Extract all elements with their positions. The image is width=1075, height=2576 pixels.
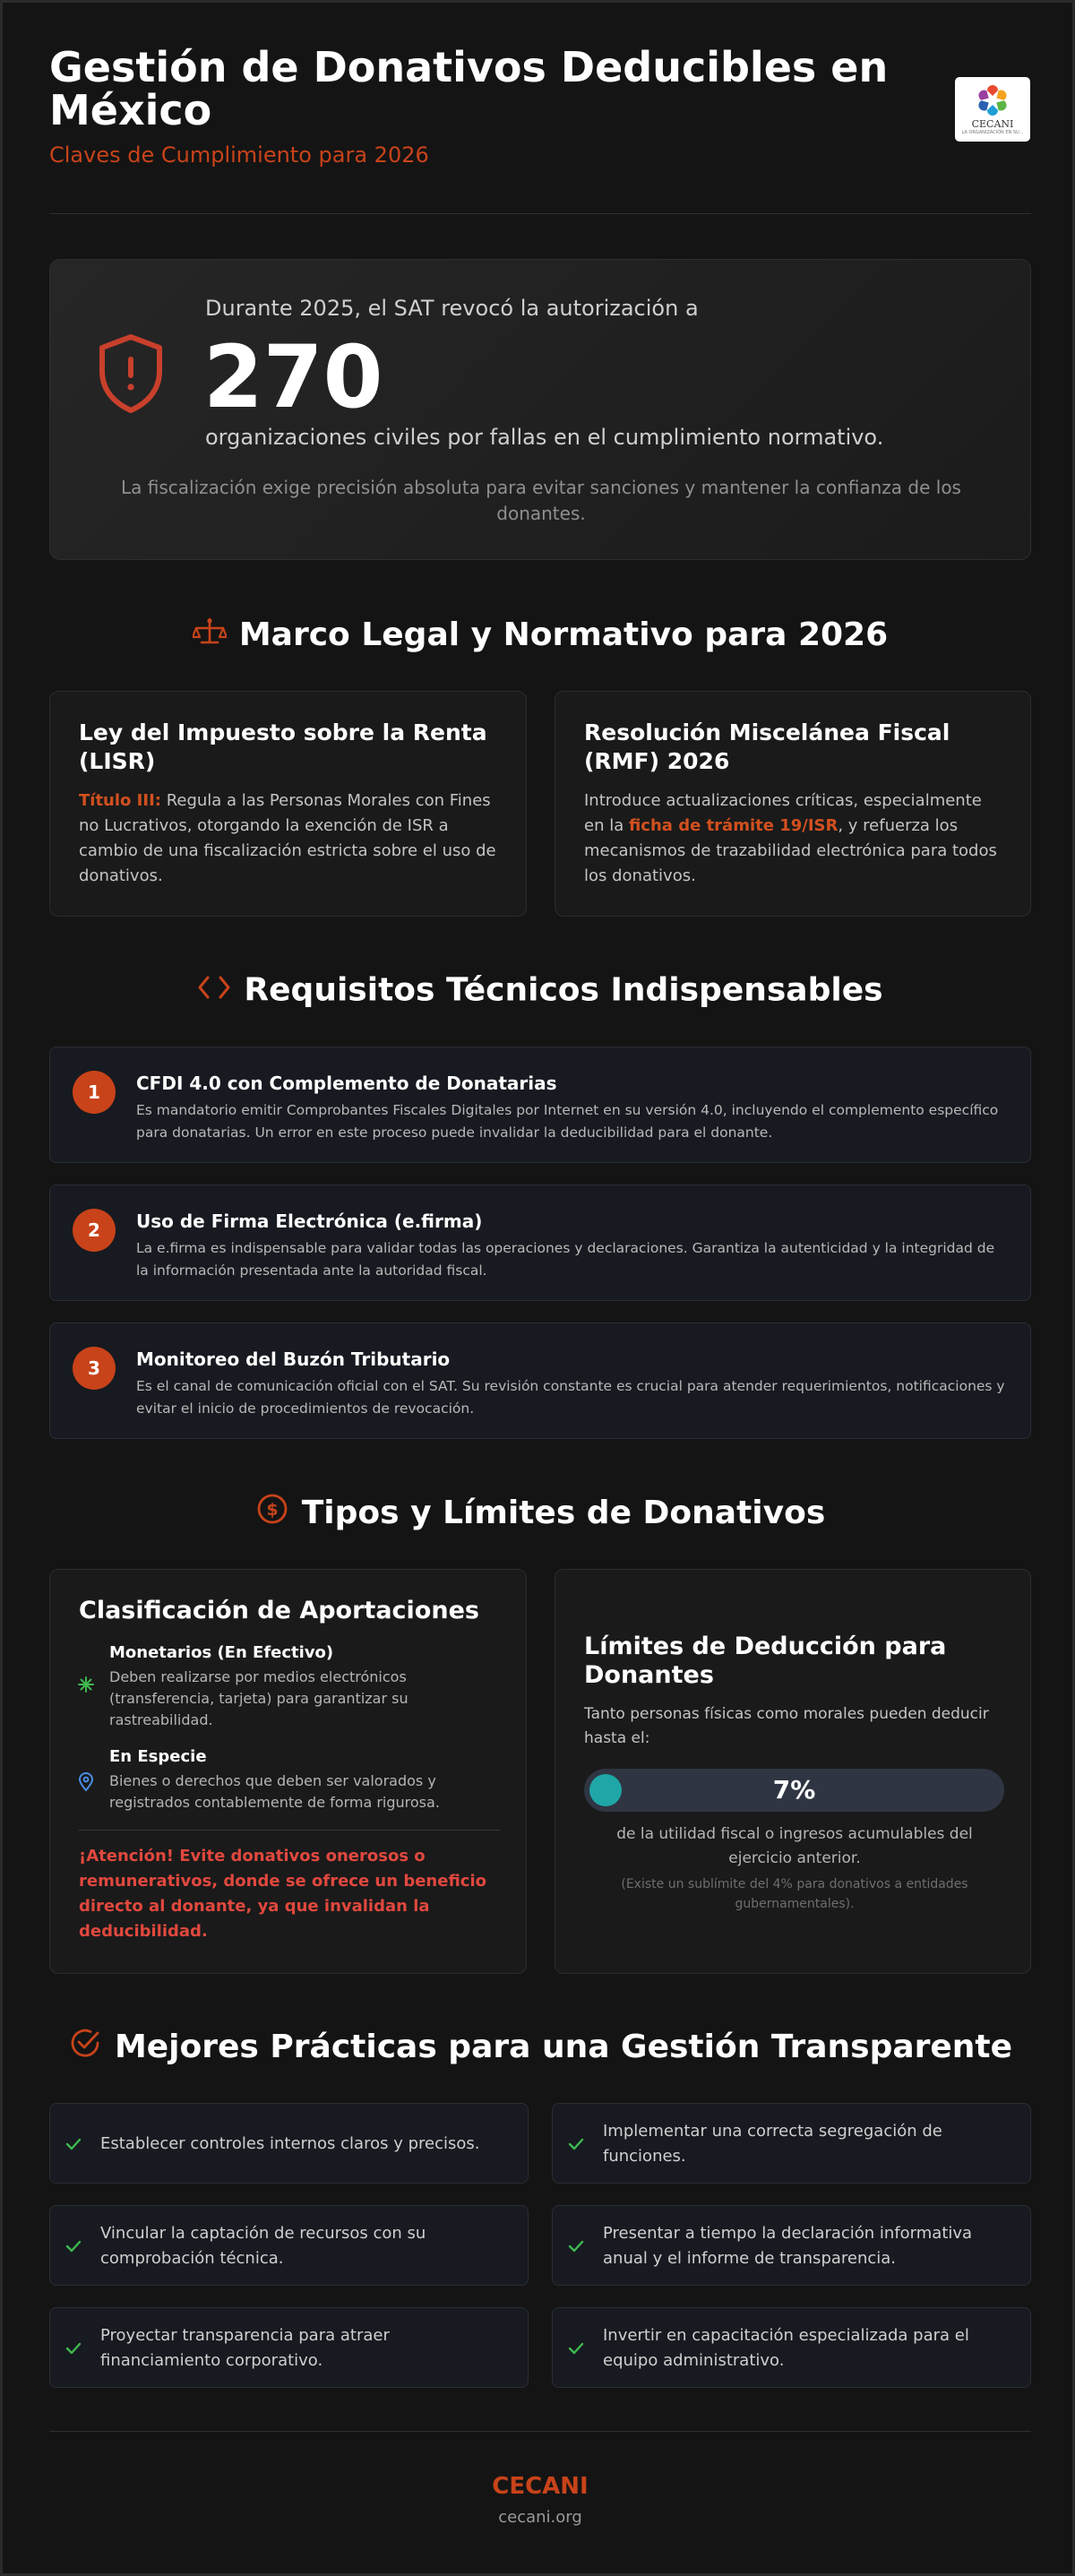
limits-intro: Tanto personas físicas como morales pueden deducir hasta el: [584, 1705, 989, 1747]
monetary-title: Monetarios (En Efectivo) [109, 1643, 334, 1662]
hero-intro: Durante 2025, el SAT revocó la autorización a [205, 296, 699, 321]
rmf-body-before: Introduce actualizaciones críticas, especialmente en la [584, 791, 982, 835]
practice-text: Vincular la captación de recursos con su comprobación técnica. [100, 2224, 426, 2268]
sparkle-icon [77, 1676, 95, 1697]
requirement-title: CFDI 4.0 con Complemento de Donatarias [136, 1073, 557, 1094]
limits-title: Límites de Deducción para Donantes [584, 1633, 947, 1689]
practice-item [49, 2205, 529, 2286]
requirement-item [49, 1185, 1031, 1301]
check-icon [64, 2237, 82, 2259]
requirement-text: Es mandatorio emitir Comprobantes Fiscales Digitales por Internet en su versión 4.0, incluyendo el complemento específico para donatarias. Un error en este proceso puede invalidar la deducibilidad para el donante. [136, 1102, 999, 1141]
logo-subtext: LA ORGANIZACIÓN EN SU... [961, 130, 1024, 135]
classification-card [49, 1569, 527, 1974]
hero-number: 270 [203, 327, 383, 427]
practice-item [552, 2205, 1031, 2286]
logo-text: CECANI [971, 118, 1014, 130]
lisr-card-title: Ley del Impuesto sobre la Renta (LISR) [79, 719, 487, 774]
limits-card [555, 1569, 1031, 1974]
check-icon [567, 2339, 585, 2361]
practice-item [49, 2103, 529, 2184]
hero-stat-card [49, 259, 1031, 560]
deduction-limit-bar [584, 1769, 1004, 1812]
limits-description: de la utilidad fiscal o ingresos acumulables del ejercicio anterior. [616, 1825, 973, 1867]
scale-icon [193, 614, 227, 656]
requirements-section-label: Requisitos Técnicos Indispensables [244, 971, 883, 1009]
monetary-text: Deben realizarse por medios electrónicos (transferencia, tarjeta) para garantizar su rastreabilidad. [109, 1668, 408, 1728]
warning-text: ¡Atención! Evite donativos onerosos o remunerativos, donde se ofrece un beneficio directo al donante, ya que invalidan la deducibilidad. [79, 1847, 486, 1941]
check-circle-icon [68, 2026, 102, 2068]
requirement-item [49, 1322, 1031, 1439]
in-kind-text: Bienes o derechos que deben ser valorados y registrados contablemente de forma rigurosa. [109, 1772, 440, 1811]
requirement-number: 3 [73, 1347, 116, 1390]
page-subtitle: Claves de Cumplimiento para 2026 [49, 142, 429, 168]
requirement-title: Monitoreo del Buzón Tributario [136, 1348, 451, 1370]
lisr-body: Regula a las Personas Morales con Fines no Lucrativos, otorgando la exención de ISR a cambio de una fiscalización estricta sobre el uso de donativos. [79, 791, 496, 885]
rmf-highlight: ficha de trámite 19/ISR [628, 816, 838, 835]
lisr-card [49, 691, 527, 917]
requirements-section-title [49, 970, 1031, 1009]
classification-divider [79, 1830, 500, 1831]
footer-divider [49, 2431, 1031, 2432]
practice-text: Invertir en capacitación especializada para el equipo administrativo. [603, 2326, 969, 2370]
practice-text: Establecer controles internos claros y precisos. [100, 2134, 480, 2153]
logo-mark-icon [955, 77, 1030, 118]
practices-section-label: Mejores Prácticas para una Gestión Transparente [114, 2029, 1013, 2065]
check-icon [567, 2237, 585, 2259]
rmf-card-title: Resolución Miscelánea Fiscal (RMF) 2026 [584, 719, 950, 774]
check-icon [64, 2135, 82, 2157]
legal-section-title [49, 614, 1031, 656]
requirement-text: La e.firma es indispensable para validar todas las operaciones y declaraciones. Garantiza la autenticidad y la integridad de la información presentada ante la autoridad fiscal. [136, 1240, 995, 1279]
page-title: Gestión de Donativos Deducibles en México [49, 43, 889, 134]
footer-link[interactable]: cecani.org [498, 2508, 582, 2527]
code-icon [197, 972, 231, 1009]
check-icon [64, 2339, 82, 2361]
cecani-logo[interactable] [955, 77, 1030, 142]
practice-text: Presentar a tiempo la declaración informativa anual y el informe de transparencia. [603, 2224, 973, 2268]
requirement-item [49, 1047, 1031, 1163]
shield-alert-icon [97, 332, 165, 418]
requirement-title: Uso de Firma Electrónica (e.firma) [136, 1210, 483, 1232]
practice-item [552, 2103, 1031, 2184]
hero-note: La fiscalización exige precisión absoluta para evitar sanciones y mantener la confianza de los donantes. [121, 477, 961, 524]
rmf-card-text [584, 788, 1005, 889]
lisr-highlight: Título III: [79, 791, 161, 810]
svg-text:$: $ [266, 1500, 279, 1520]
practice-text: Proyectar transparencia para atraer financiamiento corporativo. [100, 2326, 390, 2370]
in-kind-title: En Especie [109, 1747, 207, 1766]
rmf-body-after: , y refuerza los mecanismos de trazabilidad electrónica para todos los donativos. [584, 816, 997, 885]
requirement-text: Es el canal de comunicación oficial con el SAT. Su revisión constante es crucial para atender requerimientos, notificaciones y evitar el inicio de procedimientos de revocación. [136, 1378, 1005, 1417]
practice-item [552, 2307, 1031, 2388]
requirement-number: 2 [73, 1209, 116, 1252]
donations-section-label: Tipos y Límites de Donativos [301, 1495, 826, 1531]
map-pin-icon [77, 1772, 95, 1796]
donations-section-title [49, 1492, 1031, 1534]
requirement-number: 1 [73, 1071, 116, 1114]
classification-title: Clasificación de Aportaciones [79, 1597, 479, 1624]
legal-section-label: Marco Legal y Normativo para 2026 [238, 616, 889, 653]
limits-note: (Existe un sublímite del 4% para donativos a entidades gubernamentales). [621, 1877, 968, 1911]
practice-item [49, 2307, 529, 2388]
hero-description: organizaciones civiles por fallas en el cumplimiento normativo. [205, 425, 884, 450]
check-icon [567, 2135, 585, 2157]
practice-text: Implementar una correcta segregación de funciones. [603, 2122, 942, 2166]
header-divider [49, 213, 1031, 214]
lisr-card-text [79, 788, 500, 889]
practices-section-title [49, 2026, 1031, 2068]
deduction-limit-label: 7% [772, 1775, 816, 1805]
rmf-card [555, 691, 1031, 917]
dollar-circle-icon [255, 1492, 289, 1534]
footer-brand: CECANI [492, 2473, 589, 2500]
